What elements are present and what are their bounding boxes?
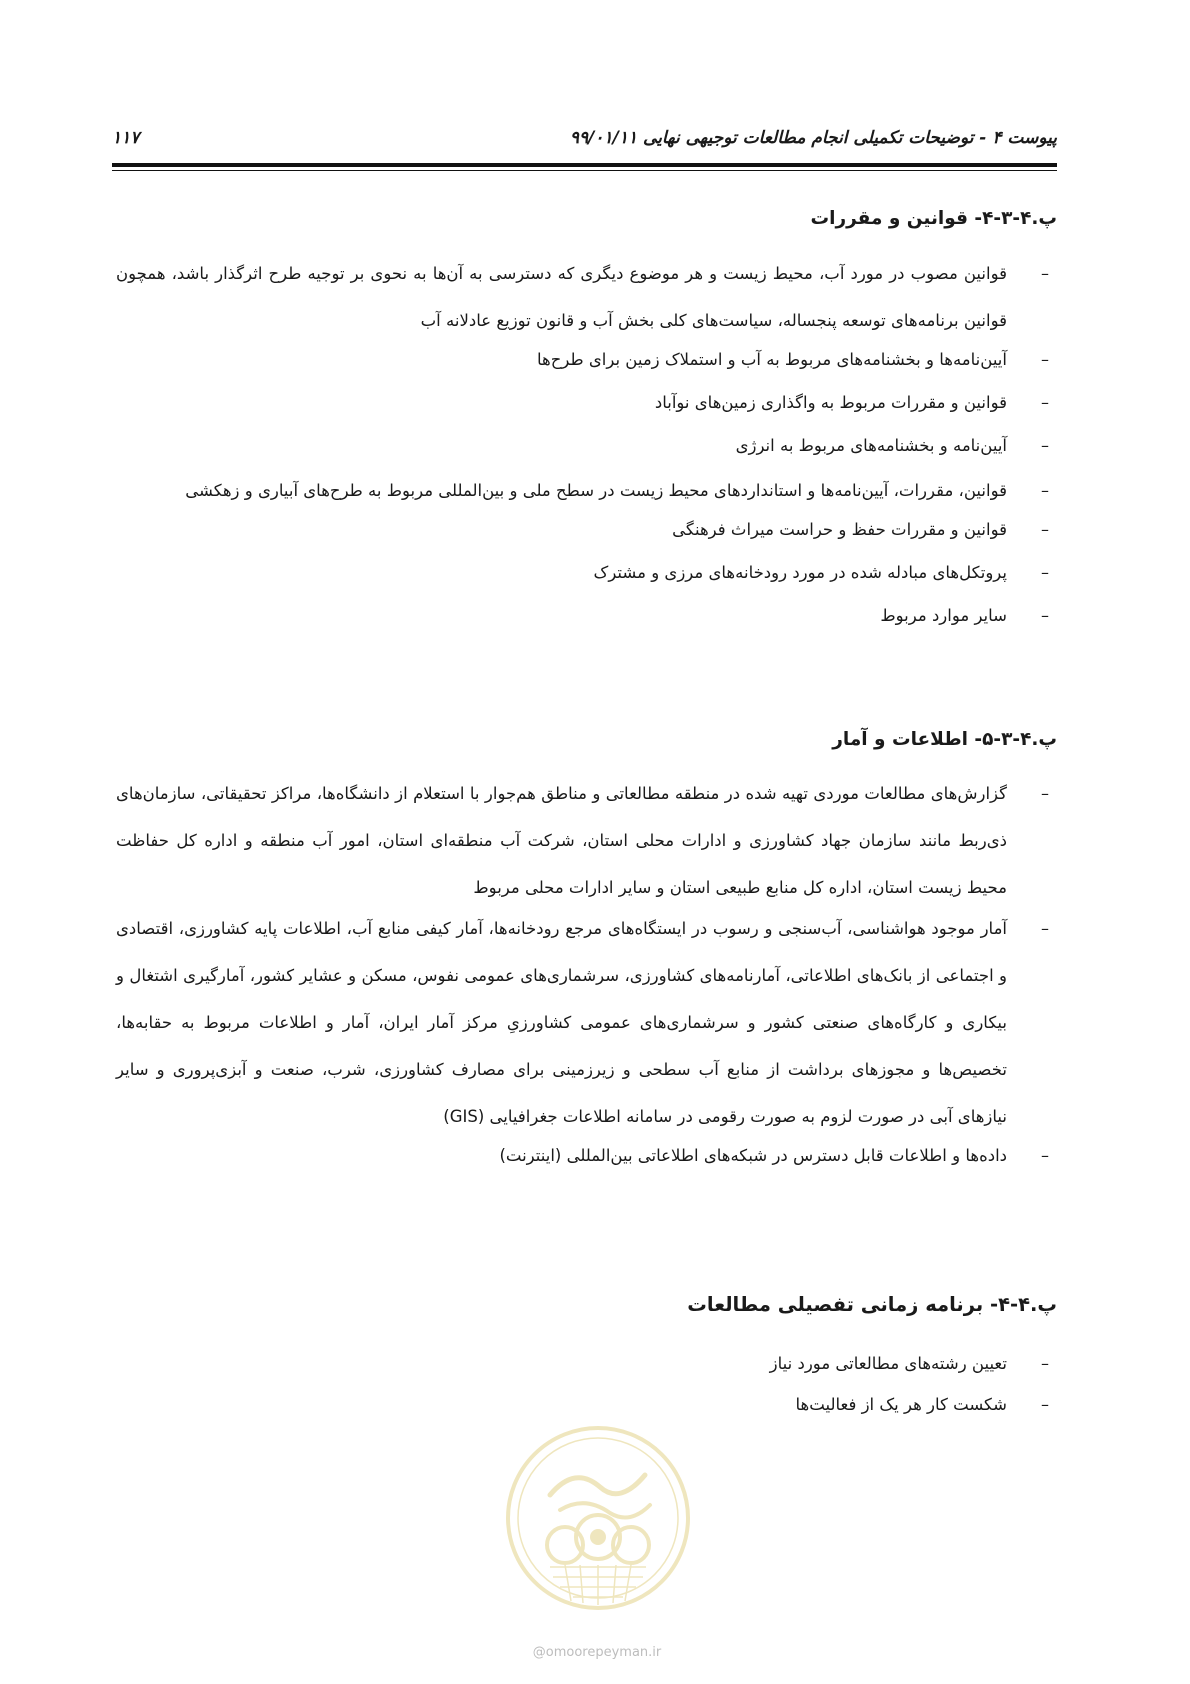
- list-item: – آمار موجود هواشناسی، آب‌سنجی و رسوب در ایستگاه‌های مرجع رودخانه‌ها، آمار کیفی منابع آب، اطلاعات پایه کشاورزی، اقتصادی و اجتماعی از بانک‌های اطلاعاتی، آمارنامه‌های کشاورزی، سرشماری‌های عمومی نفوس، مسکن و عشایر کشور، آمارگیری اشتغال و بیکاری و کارگاه‌های صنعتی کشور و سرشماری‌های عمومی کشاورزیِ مرکز آمار ایران، آمار و اطلاعات مربوط به حقابه‌ها، تخصیص‌ها و مجوزهای برداشت از منابع آب سطحی و زیرزمینی برای مصارف کشاورزی، شرب، صنعت و آبزی‌پروری و سایر نیازهای آبی در صورت لزوم به صورت رقومی در سامانه اطلاعات جغرافیایی (GIS): [116, 905, 1057, 1140]
- header-title: پیوست ۴ - توضیحات تکمیلی انجام مطالعات توجیهی نهایی ۹۹/۰۱/۱۱: [569, 128, 1057, 148]
- watermark-logo: [505, 1425, 691, 1611]
- section-heading-schedule: پ.۴-۴- برنامه زمانی تفصیلی مطالعات: [687, 1293, 1057, 1316]
- page-header: [112, 128, 1057, 154]
- list-item: – داده‌ها و اطلاعات قابل دسترس در شبکه‌های اطلاعاتی بین‌المللی (اینترنت): [116, 1132, 1057, 1179]
- section-heading-statistics: پ.۴-۳-۵- اطلاعات و آمار: [832, 729, 1057, 750]
- list-item: – شکست کار هر یک از فعالیت‌ها: [116, 1381, 1057, 1428]
- list-item: – گزارش‌های مطالعات موردی تهیه شده در منطقه مطالعاتی و مناطق هم‌جوار با استعلام از دانشگاه‌ها، مراکز تحقیقاتی، سازمان‌های ذی‌ربط مانند سازمان جهاد کشاورزی و ادارات محلی استان، شرکت آب منطقه‌ای استان، امور آب منطقه و اداره کل حفاظت محیط زیست استان، اداره کل منابع طبیعی استان و سایر ادارات محلی مربوط: [116, 770, 1057, 911]
- list-item: – پروتکل‌های مبادله شده در مورد رودخانه‌های مرزی و مشترک: [116, 549, 1057, 596]
- statistics-list: [116, 770, 1057, 1179]
- list-item: – آیین‌نامه‌ها و بخشنامه‌های مربوط به آب و استملاک زمین برای طرح‌ها: [116, 336, 1057, 383]
- header-rule-thin: [112, 170, 1057, 171]
- list-item: – آیین‌نامه و بخشنامه‌های مربوط به انرژی: [116, 422, 1057, 469]
- header-rule-thick: [112, 163, 1057, 167]
- list-item: – قوانین و مقررات حفظ و حراست میراث فرهنگی: [116, 506, 1057, 553]
- watermark-url: @omoorepeyman.ir: [532, 1645, 662, 1660]
- list-item: – قوانین و مقررات مربوط به واگذاری زمین‌های نوآباد: [116, 379, 1057, 426]
- list-item: – قوانین، مقررات، آیین‌نامه‌ها و استانداردهای محیط زیست در سطح ملی و بین‌المللی مربوط به طرح‌های آبیاری و زهکشی: [116, 467, 1057, 514]
- laws-list: [116, 250, 1057, 639]
- list-item: – تعیین رشته‌های مطالعاتی مورد نیاز: [116, 1340, 1057, 1387]
- section-heading-laws: پ.۴-۳-۴- قوانین و مقررات: [810, 208, 1057, 229]
- list-item: – سایر موارد مربوط: [116, 592, 1057, 639]
- list-item: – قوانین مصوب در مورد آب، محیط زیست و هر موضوع دیگری که دسترسی به آن‌ها به نحوی بر توجیه طرح اثرگذار باشد، همچون قوانین برنامه‌های توسعه پنجساله، سیاست‌های کلی بخش آب و قانون توزیع عادلانه آب: [116, 250, 1057, 344]
- schedule-list: [116, 1340, 1057, 1428]
- page-number: ۱۱۷: [112, 128, 140, 148]
